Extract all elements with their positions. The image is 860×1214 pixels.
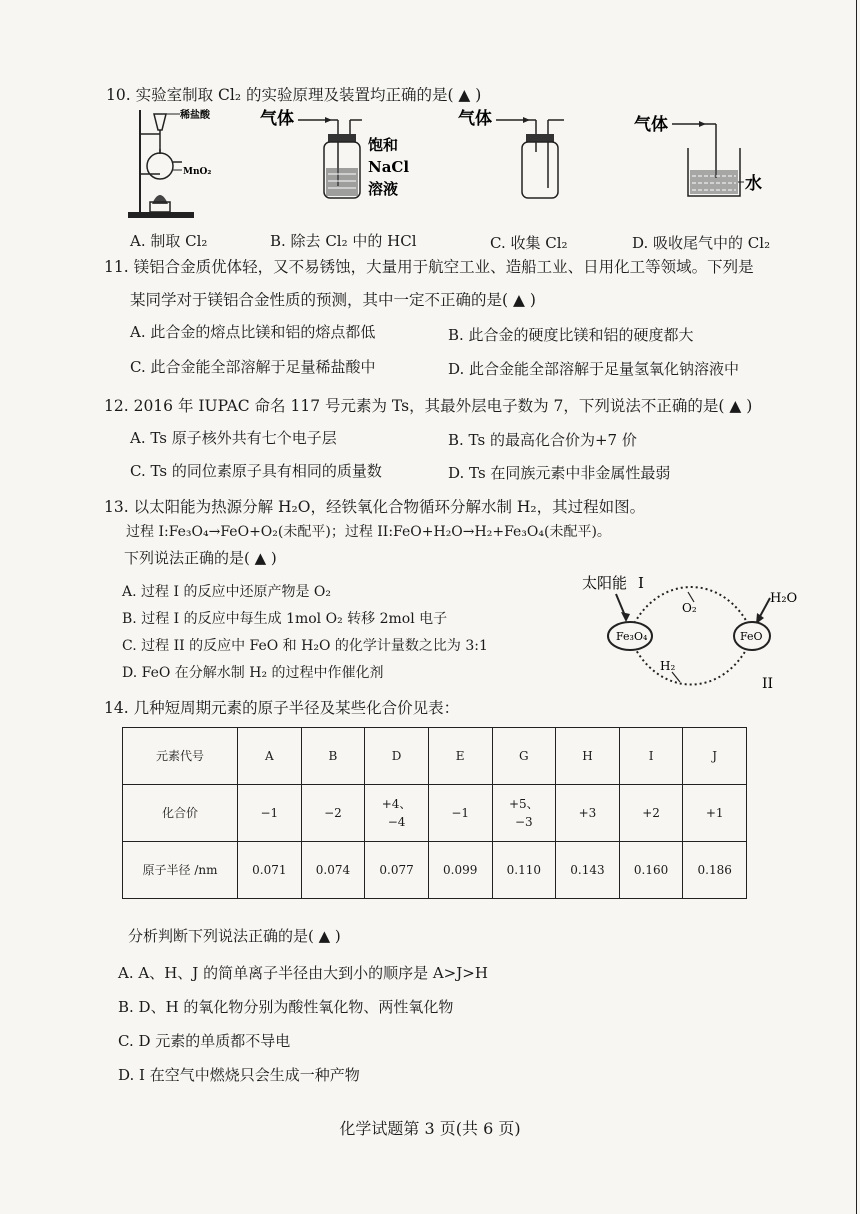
q10-stem: 10. 实验室制取 Cl₂ 的实验原理及装置均正确的是( ▲ ): [106, 86, 482, 104]
valence-cell: [238, 785, 302, 842]
table-row-radius: [123, 842, 747, 899]
caption-c: C. 收集 Cl₂: [490, 234, 568, 252]
q14-stem: 14. 几种短周期元素的原子半径及某些化合价见表：: [104, 699, 460, 717]
code-cell: G: [492, 728, 556, 785]
apparatus-a-generator: [126, 104, 246, 222]
q11-option-c: C. 此合金能全部溶解于足量稀盐酸中: [130, 358, 376, 376]
valence-value: +2: [642, 806, 660, 820]
q14-option-c: C. D 元素的单质都不导电: [118, 1032, 291, 1050]
radius-cell: 0.110: [492, 842, 556, 899]
code-cell: J: [683, 728, 747, 785]
caption-d: D. 吸收尾气中的 Cl₂: [632, 234, 771, 252]
q12-stem: 12. 2016 年 IUPAC 命名 117 号元素为 Ts，其最外层电子数为 7，下列说法不正确的是( ▲ ): [104, 397, 753, 415]
valence-value: +1: [705, 806, 724, 820]
code-cell: D: [365, 728, 429, 785]
row-header-radius: 原子半径 /nm: [123, 842, 238, 899]
valence-value: +3: [578, 806, 597, 820]
valence-value: −2: [324, 806, 342, 820]
radius-cell: 0.160: [619, 842, 683, 899]
row-header-valence: 化合价: [123, 785, 238, 842]
q14-option-d: D. I 在空气中燃烧只会生成一种产物: [118, 1066, 360, 1084]
q11-stem-line1: 11. 镁铝合金质优体轻，又不易锈蚀，大量用于航空工业、造船工业、日用化工等领域。下列是: [104, 258, 754, 276]
valence-value: −1: [260, 806, 279, 820]
apparatus-b-wash-bottle: [258, 108, 418, 220]
valence-cell: [365, 785, 429, 842]
caption-a: A. 制取 Cl₂: [130, 232, 208, 250]
q12-option-a: A. Ts 原子核外共有七个电子层: [130, 429, 337, 447]
row-header-code: 元素代号: [123, 728, 238, 785]
q11-option-b: B. 此合金的硬度比镁和铝的硬度都大: [448, 326, 694, 344]
valence-cell: [683, 785, 747, 842]
valence-value: −4: [387, 815, 406, 829]
table-row-valence: [123, 785, 747, 842]
q14-prompt: 分析判断下列说法正确的是( ▲ ): [128, 927, 341, 945]
q13-option-a: A. 过程 I 的反应中还原产物是 O₂: [122, 584, 331, 600]
label-mno2: MnO₂: [183, 167, 212, 177]
label-hcl: 稀盐酸: [180, 110, 210, 121]
q13-prompt: 下列说法正确的是( ▲ ): [124, 549, 277, 567]
valence-cell: [492, 785, 556, 842]
valence-value: +4、: [381, 797, 412, 811]
q13-option-d: D. FeO 在分解水制 H₂ 的过程中作催化剂: [122, 665, 384, 681]
label-fe3o4: Fe₃O₄: [616, 630, 648, 643]
radius-cell: 0.077: [365, 842, 429, 899]
q11-option-d: D. 此合金能全部溶解于足量氢氧化钠溶液中: [448, 360, 740, 378]
q12-option-b: B. Ts 的最高化合价为+7 价: [448, 431, 637, 449]
label-water: 水: [745, 174, 762, 194]
label-gas-d: 气体: [634, 115, 668, 135]
label-sun: 太阳能: [582, 574, 628, 592]
scan-edge-line: [856, 0, 857, 1214]
q13-process: 过程 I:Fe₃O₄→FeO+O₂(未配平)；过程 II:FeO+H₂O→H₂+Fe₃O₄(未配平)。: [126, 524, 611, 540]
table-row-codes: [123, 728, 747, 785]
valence-value: −3: [514, 815, 533, 829]
valence-value: +5、: [508, 797, 539, 811]
radius-cell: 0.143: [556, 842, 620, 899]
q14-element-table: [122, 727, 747, 899]
valence-cell: [428, 785, 492, 842]
code-cell: I: [619, 728, 683, 785]
label-gas-c: 气体: [458, 109, 492, 129]
label-nacl-3: 溶液: [368, 180, 399, 198]
label-h2o: H₂O: [770, 591, 798, 606]
valence-cell: [619, 785, 683, 842]
q13-stem: 13. 以太阳能为热源分解 H₂O，经铁氧化合物循环分解水制 H₂，其过程如图。: [104, 498, 646, 516]
valence-cell: [556, 785, 620, 842]
apparatus-c-collection-bottle: [456, 108, 596, 220]
q11-stem-line2: 某同学对于镁铝合金性质的预测，其中一定不正确的是( ▲ ): [130, 291, 536, 309]
label-nacl-1: 饱和: [368, 136, 399, 154]
valence-cell: [301, 785, 365, 842]
caption-b: B. 除去 Cl₂ 中的 HCl: [270, 232, 417, 250]
label-step1: I: [638, 574, 644, 592]
label-feo: FeO: [740, 630, 763, 643]
q14-option-a: A. A、H、J 的简单离子半径由大到小的顺序是 A>J>H: [118, 964, 488, 982]
label-h2: H₂: [660, 659, 676, 673]
apparatus-d-beaker: [632, 108, 772, 220]
q13-option-c: C. 过程 II 的反应中 FeO 和 H₂O 的化学计量数之比为 3:1: [122, 638, 488, 654]
radius-cell: 0.099: [428, 842, 492, 899]
label-gas-b: 气体: [260, 109, 294, 129]
code-cell: E: [428, 728, 492, 785]
q14-option-b: B. D、H 的氧化物分别为酸性氧化物、两性氧化物: [118, 998, 454, 1016]
q13-option-b: B. 过程 I 的反应中每生成 1mol O₂ 转移 2mol 电子: [122, 611, 448, 627]
q12-option-c: C. Ts 的同位素原子具有相同的质量数: [130, 462, 382, 480]
code-cell: B: [301, 728, 365, 785]
valence-value: −1: [451, 806, 470, 820]
q12-option-d: D. Ts 在同族元素中非金属性最弱: [448, 464, 671, 482]
q11-option-a: A. 此合金的熔点比镁和铝的熔点都低: [130, 323, 376, 341]
label-step2: II: [762, 676, 774, 692]
code-cell: A: [238, 728, 302, 785]
code-cell: H: [556, 728, 620, 785]
label-o2: O₂: [682, 601, 697, 615]
radius-cell: 0.071: [238, 842, 302, 899]
label-nacl-2: NaCl: [368, 158, 410, 176]
q13-cycle-diagram: [576, 566, 806, 698]
radius-cell: 0.186: [683, 842, 747, 899]
radius-cell: 0.074: [301, 842, 365, 899]
page-footer: 化学试题第 3 页(共 6 页): [339, 1119, 521, 1138]
